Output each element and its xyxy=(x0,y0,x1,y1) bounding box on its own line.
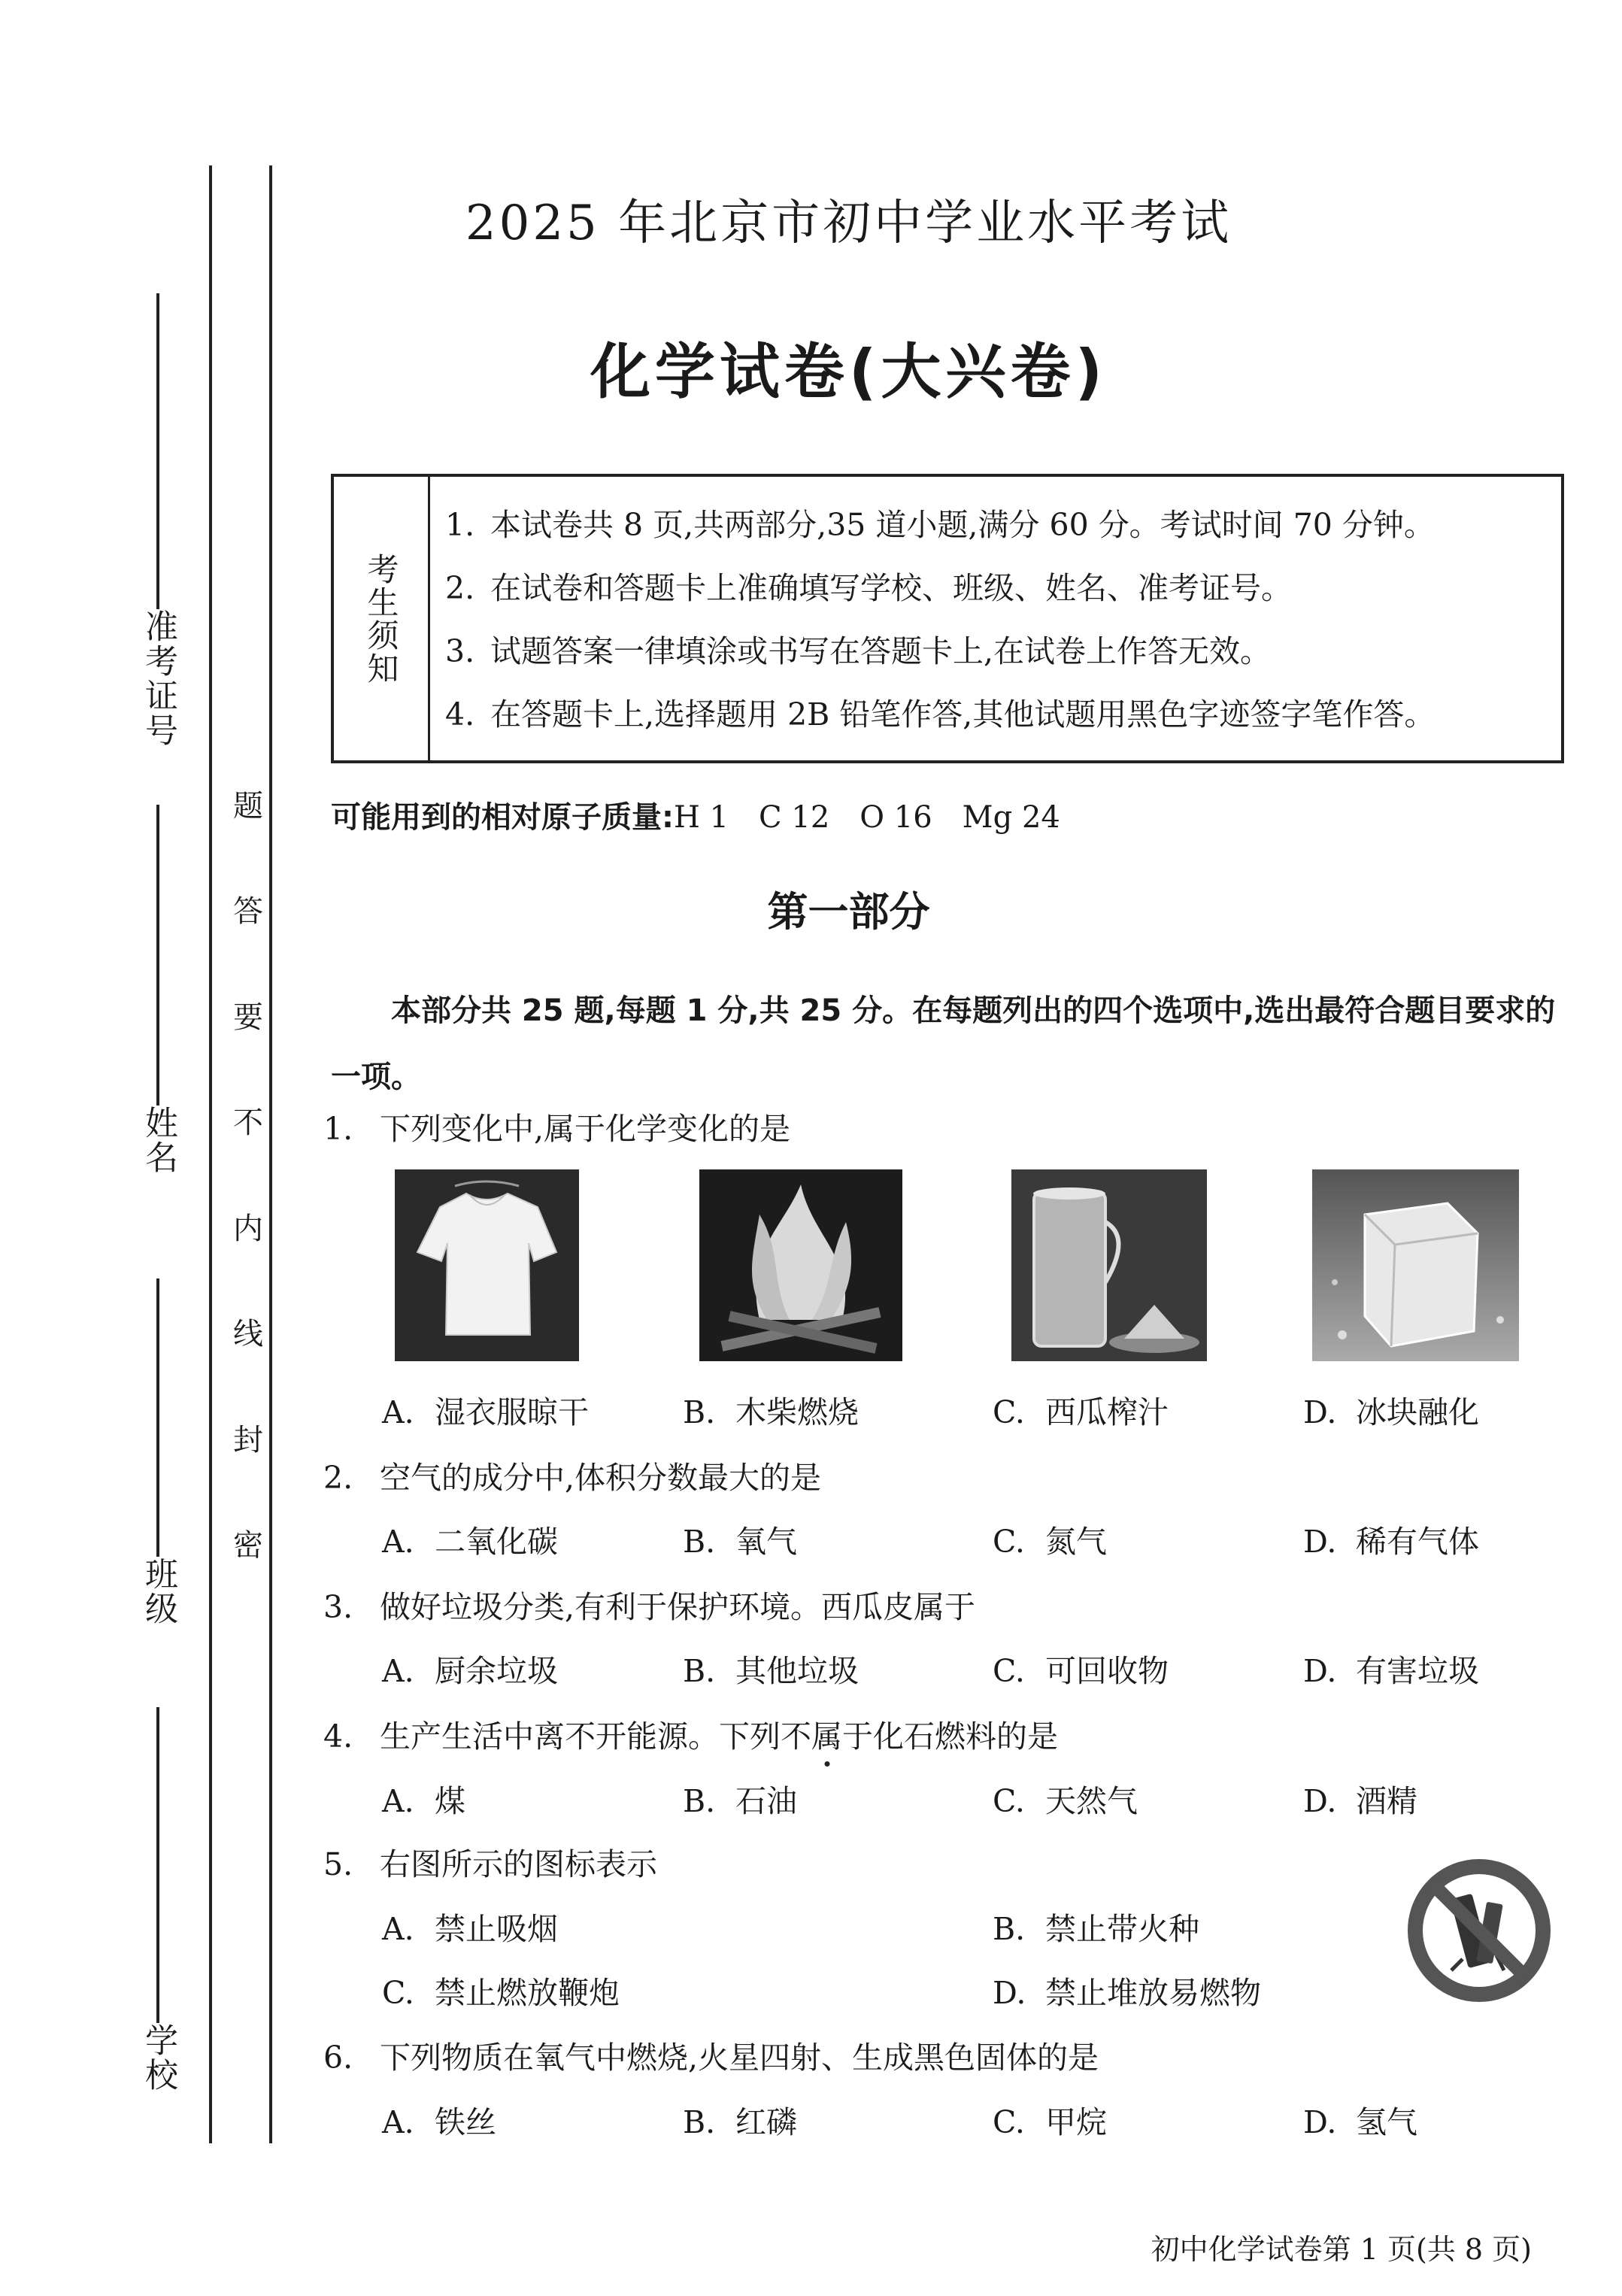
option-4A: A. 煤 xyxy=(382,1783,465,1819)
no-firecracker-sign-icon xyxy=(1406,1858,1553,2004)
option-3A: A. 厨余垃圾 xyxy=(382,1653,558,1689)
seal-char: 要 xyxy=(233,999,263,1035)
seal-char: 内 xyxy=(233,1211,263,1246)
seal-char: 答 xyxy=(233,894,263,930)
option-1A: A. 湿衣服晾干 xyxy=(382,1394,589,1430)
option-3D: D. 有害垃圾 xyxy=(1303,1653,1479,1689)
exam-title: 2025 年北京市初中学业水平考试 xyxy=(465,196,1232,251)
option-5D: D. 禁止堆放易燃物 xyxy=(993,1975,1261,2011)
atomic-masses-values: H 1 C 12 O 16 Mg 24 xyxy=(674,800,1060,835)
notice-label-cell xyxy=(334,477,430,760)
question-6: 6. 下列物质在氧气中燃烧,火星四射、生成黑色固体的是 xyxy=(323,2040,1099,2076)
exam-id-label: 准考证号 xyxy=(139,609,177,748)
name-underline xyxy=(156,805,159,1106)
page-footer: 初中化学试卷第 1 页(共 8 页) xyxy=(1151,2233,1532,2266)
part-title: 第一部分 xyxy=(767,888,930,936)
notice-item: 4. 在答题卡上,选择题用 2B 铅笔作答,其他试题用黑色字迹签字笔作答。 xyxy=(445,696,1436,732)
option-1C: C. 西瓜榨汁 xyxy=(993,1394,1169,1430)
name-field xyxy=(128,805,188,1175)
campfire-photo-icon xyxy=(699,1169,902,1361)
option-6A: A. 铁丝 xyxy=(382,2104,496,2140)
name-label: 姓名 xyxy=(139,1106,177,1175)
part-intro: 本部分共 25 题,每题 1 分,共 25 分。在每题列出的四个选项中,选出最符合题目要求的一项。 xyxy=(331,993,1556,1094)
option-2B: B. 氧气 xyxy=(683,1524,797,1560)
seal-char: 题 xyxy=(233,789,263,823)
question-2: 2. 空气的成分中,体积分数最大的是 xyxy=(323,1460,822,1496)
option-1B: B. 木柴燃烧 xyxy=(683,1394,859,1430)
option-1D: D. 冰块融化 xyxy=(1303,1394,1479,1430)
option-6B: B. 红磷 xyxy=(683,2104,797,2140)
option-4C: C. 天然气 xyxy=(993,1783,1138,1819)
atomic-masses xyxy=(331,793,1060,836)
option-6C: C. 甲烷 xyxy=(993,2104,1107,2140)
option-4B: B. 石油 xyxy=(683,1783,797,1819)
option-3C: C. 可回收物 xyxy=(993,1653,1169,1689)
binding-line-outer xyxy=(209,165,212,2143)
atomic-masses-label: 可能用到的相对原子质量: xyxy=(331,800,674,835)
seal-char: 线 xyxy=(233,1317,263,1352)
shirt-photo-icon xyxy=(395,1169,579,1361)
question-1: 1. 下列变化中,属于化学变化的是 xyxy=(323,1111,791,1147)
option-5C: C. 禁止燃放鞭炮 xyxy=(382,1975,620,2011)
class-field xyxy=(128,1278,188,1626)
option-6D: D. 氢气 xyxy=(1303,2104,1417,2140)
seal-char: 密 xyxy=(233,1527,263,1563)
question-4: 4. 生产生活中离不开能源。下列不属于化石燃料的是 xyxy=(323,1718,1058,1755)
candidate-notice-box xyxy=(331,474,1564,763)
school-field xyxy=(128,1707,188,2092)
notice-item: 3. 试题答案一律填涂或书写在答题卡上,在试卷上作答无效。 xyxy=(445,633,1272,669)
option-4D: D. 酒精 xyxy=(1303,1783,1417,1819)
ice-cube-photo-icon xyxy=(1312,1169,1519,1361)
emphasis-mark: 不属于 xyxy=(781,1718,873,1755)
seal-char: 封 xyxy=(233,1422,263,1457)
option-5B: B. 禁止带火种 xyxy=(993,1911,1199,1947)
option-5A: A. 禁止吸烟 xyxy=(382,1911,558,1947)
option-3B: B. 其他垃圾 xyxy=(683,1653,859,1689)
option-2D: D. 稀有气体 xyxy=(1303,1524,1479,1560)
notice-label: 考生须知 xyxy=(362,552,400,685)
class-underline xyxy=(156,1278,159,1557)
notice-item: 2. 在试卷和答题卡上准确填写学校、班级、姓名、准考证号。 xyxy=(445,570,1292,606)
school-underline xyxy=(156,1707,159,2023)
option-2A: A. 二氧化碳 xyxy=(382,1524,558,1560)
notice-item: 1. 本试卷共 8 页,共两部分,35 道小题,满分 60 分。考试时间 70 分钟。 xyxy=(445,507,1435,543)
notice-list xyxy=(430,477,1561,760)
juice-photo-icon xyxy=(1011,1169,1207,1361)
school-label: 学校 xyxy=(139,2023,177,2092)
paper-title: 化学试卷(大兴卷) xyxy=(590,337,1108,407)
question-5: 5. 右图所示的图标表示 xyxy=(323,1846,657,1882)
question-3: 3. 做好垃圾分类,有利于保护环境。西瓜皮属于 xyxy=(323,1589,976,1625)
seal-char: 不 xyxy=(233,1106,263,1141)
option-2C: C. 氮气 xyxy=(993,1524,1107,1560)
class-label: 班级 xyxy=(139,1557,177,1626)
